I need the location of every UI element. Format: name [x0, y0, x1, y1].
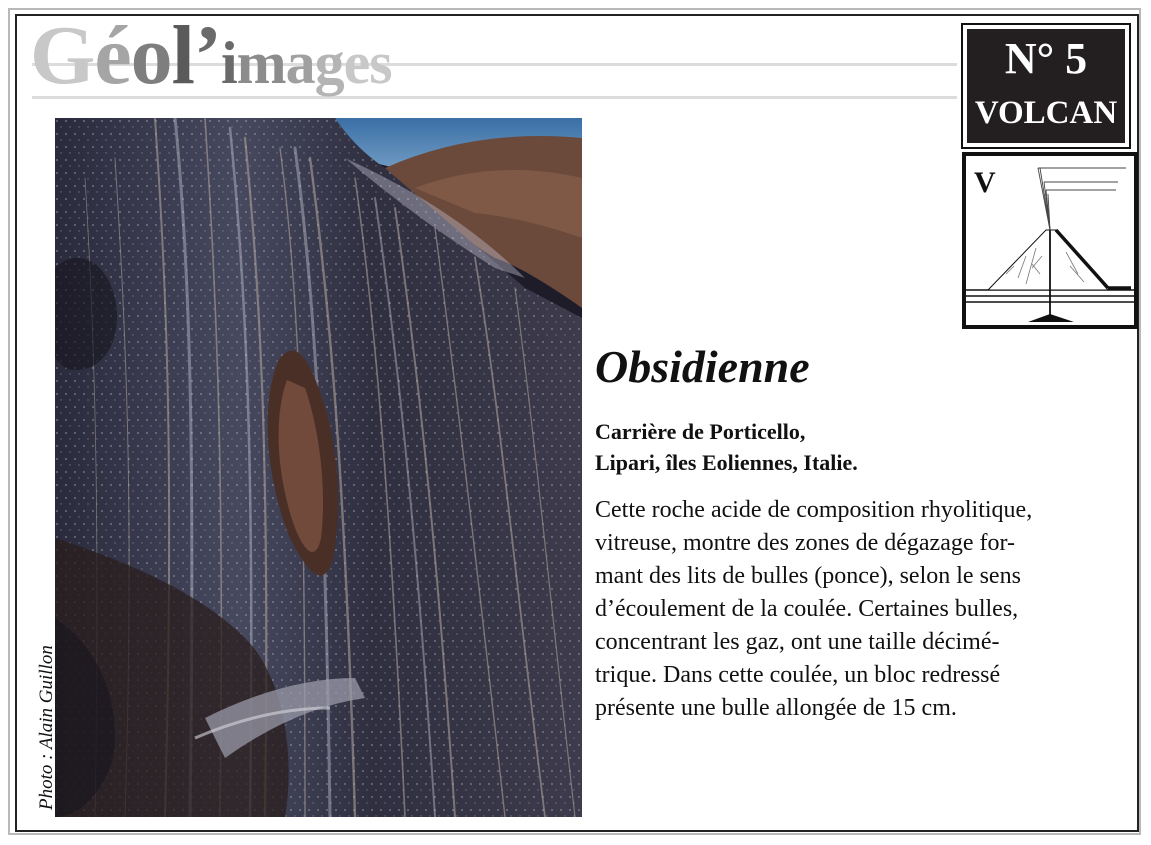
- pictogram-letter: V: [974, 166, 996, 199]
- location: [595, 416, 1115, 478]
- description-line: Cette roche acide de composition rhyolitique,: [595, 497, 1033, 523]
- description-line: mant des lits de bulles (ponce), selon le sens: [595, 563, 1021, 589]
- issue-badge: [961, 23, 1131, 149]
- photo-credit: Photo : Alain Guillon: [36, 645, 57, 810]
- issue-category: VOLCAN: [974, 95, 1118, 131]
- description-line: d’écoulement de la coulée. Certaines bulles,: [595, 596, 1019, 622]
- location-line: Carrière de Porticello,: [595, 419, 806, 444]
- issue-badge-inner: [967, 29, 1125, 143]
- obsidian-rock-image: [55, 118, 582, 817]
- location-line: Lipari, îles Eoliennes, Italie.: [595, 450, 858, 475]
- description: [595, 494, 1115, 725]
- article-title: Obsidienne: [595, 341, 810, 392]
- volcano-pictogram: [962, 152, 1138, 329]
- obsidian-photo: [55, 118, 582, 817]
- description-line: vitreuse, montre des zones de dégazage for-: [595, 530, 1015, 556]
- issue-number: N° 5: [1004, 34, 1088, 83]
- description-line: trique. Dans cette coulée, un bloc redressé: [595, 662, 1001, 688]
- description-line: présente une bulle allongée de 15 cm.: [595, 695, 957, 721]
- description-line: concentrant les gaz, ont une taille décimé-: [595, 629, 1000, 655]
- brand-title: Géol’images: [30, 9, 392, 102]
